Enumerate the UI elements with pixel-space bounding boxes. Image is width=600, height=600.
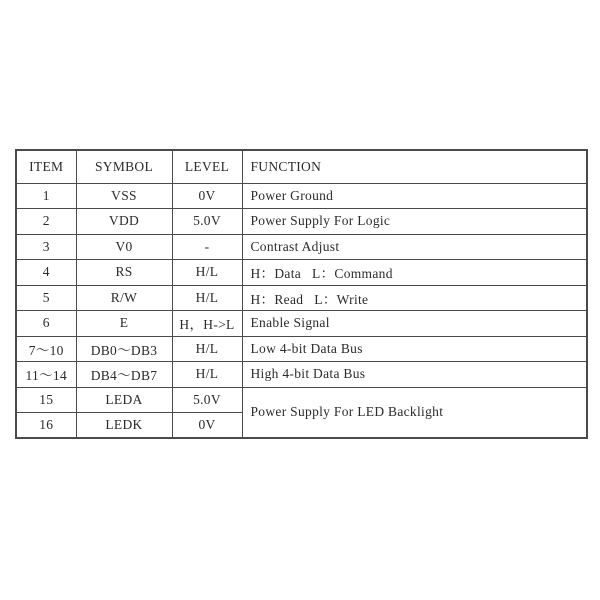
table-row xyxy=(16,336,587,362)
table-row xyxy=(16,209,587,235)
table-row xyxy=(16,387,587,413)
cell-function: H：Data L：Command xyxy=(242,260,587,286)
cell-level: 5.0V xyxy=(172,209,242,235)
cell-item: 2 xyxy=(16,209,76,235)
cell-item: 16 xyxy=(16,413,76,439)
cell-symbol: LEDK xyxy=(76,413,172,439)
cell-symbol: VSS xyxy=(76,183,172,209)
cell-function: H：Read L：Write xyxy=(242,285,587,311)
table-row xyxy=(16,285,587,311)
table-row xyxy=(16,362,587,388)
cell-symbol: E xyxy=(76,311,172,337)
cell-symbol: DB4～DB7 xyxy=(76,362,172,388)
cell-item: 7～10 xyxy=(16,336,76,362)
column-header-function: FUNCTION xyxy=(242,150,587,183)
cell-symbol: V0 xyxy=(76,234,172,260)
cell-level: H/L xyxy=(172,336,242,362)
table-row xyxy=(16,234,587,260)
cell-level: 0V xyxy=(172,183,242,209)
cell-function-merged: Power Supply For LED Backlight xyxy=(242,387,587,438)
column-header-symbol: SYMBOL xyxy=(76,150,172,183)
pin-description-table xyxy=(15,149,588,439)
cell-level: 5.0V xyxy=(172,387,242,413)
cell-symbol: LEDA xyxy=(76,387,172,413)
cell-function: Contrast Adjust xyxy=(242,234,587,260)
table-row xyxy=(16,260,587,286)
cell-function: Power Ground xyxy=(242,183,587,209)
cell-symbol: RS xyxy=(76,260,172,286)
column-header-level: LEVEL xyxy=(172,150,242,183)
cell-symbol: DB0～DB3 xyxy=(76,336,172,362)
cell-level: H/L xyxy=(172,362,242,388)
table-row xyxy=(16,311,587,337)
cell-function: Low 4-bit Data Bus xyxy=(242,336,587,362)
cell-function: Power Supply For Logic xyxy=(242,209,587,235)
header-row xyxy=(16,150,587,183)
cell-function: High 4-bit Data Bus xyxy=(242,362,587,388)
cell-item: 3 xyxy=(16,234,76,260)
cell-level: - xyxy=(172,234,242,260)
cell-level: 0V xyxy=(172,413,242,439)
cell-item: 5 xyxy=(16,285,76,311)
cell-item: 4 xyxy=(16,260,76,286)
table-row xyxy=(16,183,587,209)
cell-symbol: R/W xyxy=(76,285,172,311)
cell-symbol: VDD xyxy=(76,209,172,235)
cell-function: Enable Signal xyxy=(242,311,587,337)
cell-level: H/L xyxy=(172,285,242,311)
cell-item: 1 xyxy=(16,183,76,209)
cell-item: 15 xyxy=(16,387,76,413)
cell-level: H/L xyxy=(172,260,242,286)
cell-item: 11～14 xyxy=(16,362,76,388)
cell-level: H，H->L xyxy=(172,311,242,337)
cell-item: 6 xyxy=(16,311,76,337)
column-header-item: ITEM xyxy=(16,150,76,183)
